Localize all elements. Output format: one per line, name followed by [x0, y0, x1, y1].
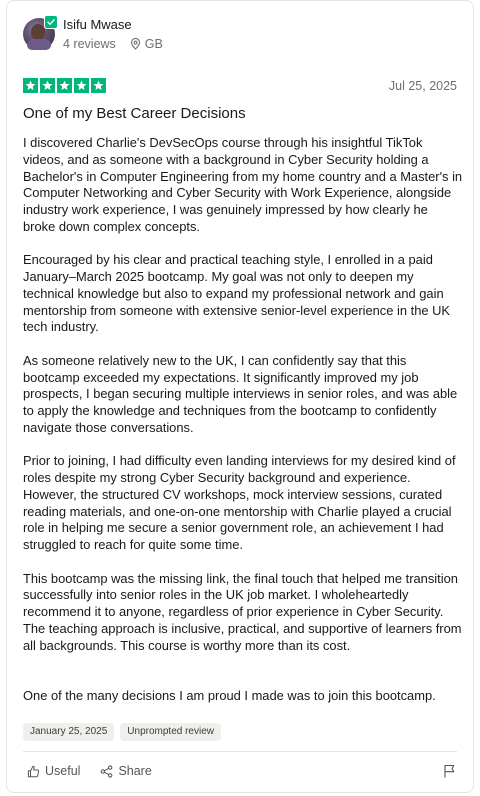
review-paragraph: Encouraged by his clear and practical teaching style, I enrolled in a paid January–March 2025 bootcamp. My goal was not only to deepen my technical knowledge but also to expand my professional network and gain mentorship from someone with extensive senior-level experience in the UK tech industry. [23, 252, 451, 335]
star-icon [40, 78, 55, 93]
review-paragraph: As someone relatively new to the UK, I can confidently say that this bootcamp exceeded my expectations. It significantly improved my job prospects, I began securing multiple interviews in senior roles, and was able to apply the knowledge and techniques from the bootcamp to confidently navigate those conversations. [23, 352, 458, 435]
share-button[interactable] [100, 764, 151, 778]
useful-button[interactable] [27, 764, 80, 778]
experience-date-tag: January 25, 2025 [23, 723, 114, 741]
flag-icon [443, 764, 456, 778]
reviewer-info [63, 17, 163, 51]
review-paragraph: This bootcamp was the missing link, the final touch that helped me transition successfully into senior roles in the UK job market. I wholeheartedly recommend it to anyone, regardless of prior experience in Cyber Security. The teaching approach is inclusive, practical, and supportive of learners from all backgrounds. This course is worthy more than its cost. [23, 570, 462, 653]
avatar-face [31, 24, 45, 40]
avatar[interactable] [23, 18, 55, 50]
review-card [6, 0, 474, 793]
verified-badge [44, 15, 58, 29]
divider [23, 751, 457, 752]
share-icon [100, 765, 113, 778]
report-button[interactable] [443, 764, 456, 783]
review-body [23, 135, 463, 704]
avatar-shirt [27, 39, 51, 50]
country-code: GB [144, 37, 163, 51]
review-count: 4 reviews [63, 37, 116, 51]
location-pin-icon [130, 38, 141, 50]
star-rating [23, 78, 108, 93]
reviewer-name[interactable]: Isifu Mwase [63, 17, 132, 32]
checkmark-icon [47, 18, 55, 26]
useful-label: Useful [45, 764, 81, 778]
unprompted-review-tag[interactable]: Unprompted review [120, 723, 221, 741]
share-label: Share [118, 764, 152, 778]
review-date: Jul 25, 2025 [388, 79, 457, 93]
star-icon [57, 78, 72, 93]
reviewer-header [23, 17, 163, 51]
star-icon [74, 78, 89, 93]
review-actions [27, 764, 172, 778]
reviewer-location [130, 37, 163, 51]
review-paragraph: One of the many decisions I am proud I made was to join this bootcamp. [23, 687, 436, 703]
review-title: One of my Best Career Decisions [23, 105, 246, 122]
star-icon [23, 78, 38, 93]
review-paragraph: I discovered Charlie's DevSecOps course through his insightful TikTok videos, and as someone with a background in Cyber Security holding a Bachelor's in Computer Engineering from my home country and a Master's in Computer Networking and Cyber Security with Work Experience, alongside industry work experience, I was genuinely impressed by how clearly he broke down complex concepts. [23, 135, 463, 234]
thumbs-up-icon [27, 765, 40, 778]
review-tags [23, 723, 227, 741]
review-paragraph: Prior to joining, I had difficulty even landing interviews for my desired kind of roles despite my strong Cyber Security background and experience. However, the structured CV workshops, mock interview sessions, curated reading materials, and one-on-one mentorship with Charlie played a crucial role in helping me secure a senior government role, an achievement I had struggled to reach for quite some time. [23, 453, 456, 553]
star-icon [91, 78, 106, 93]
reviewer-meta [63, 37, 163, 51]
